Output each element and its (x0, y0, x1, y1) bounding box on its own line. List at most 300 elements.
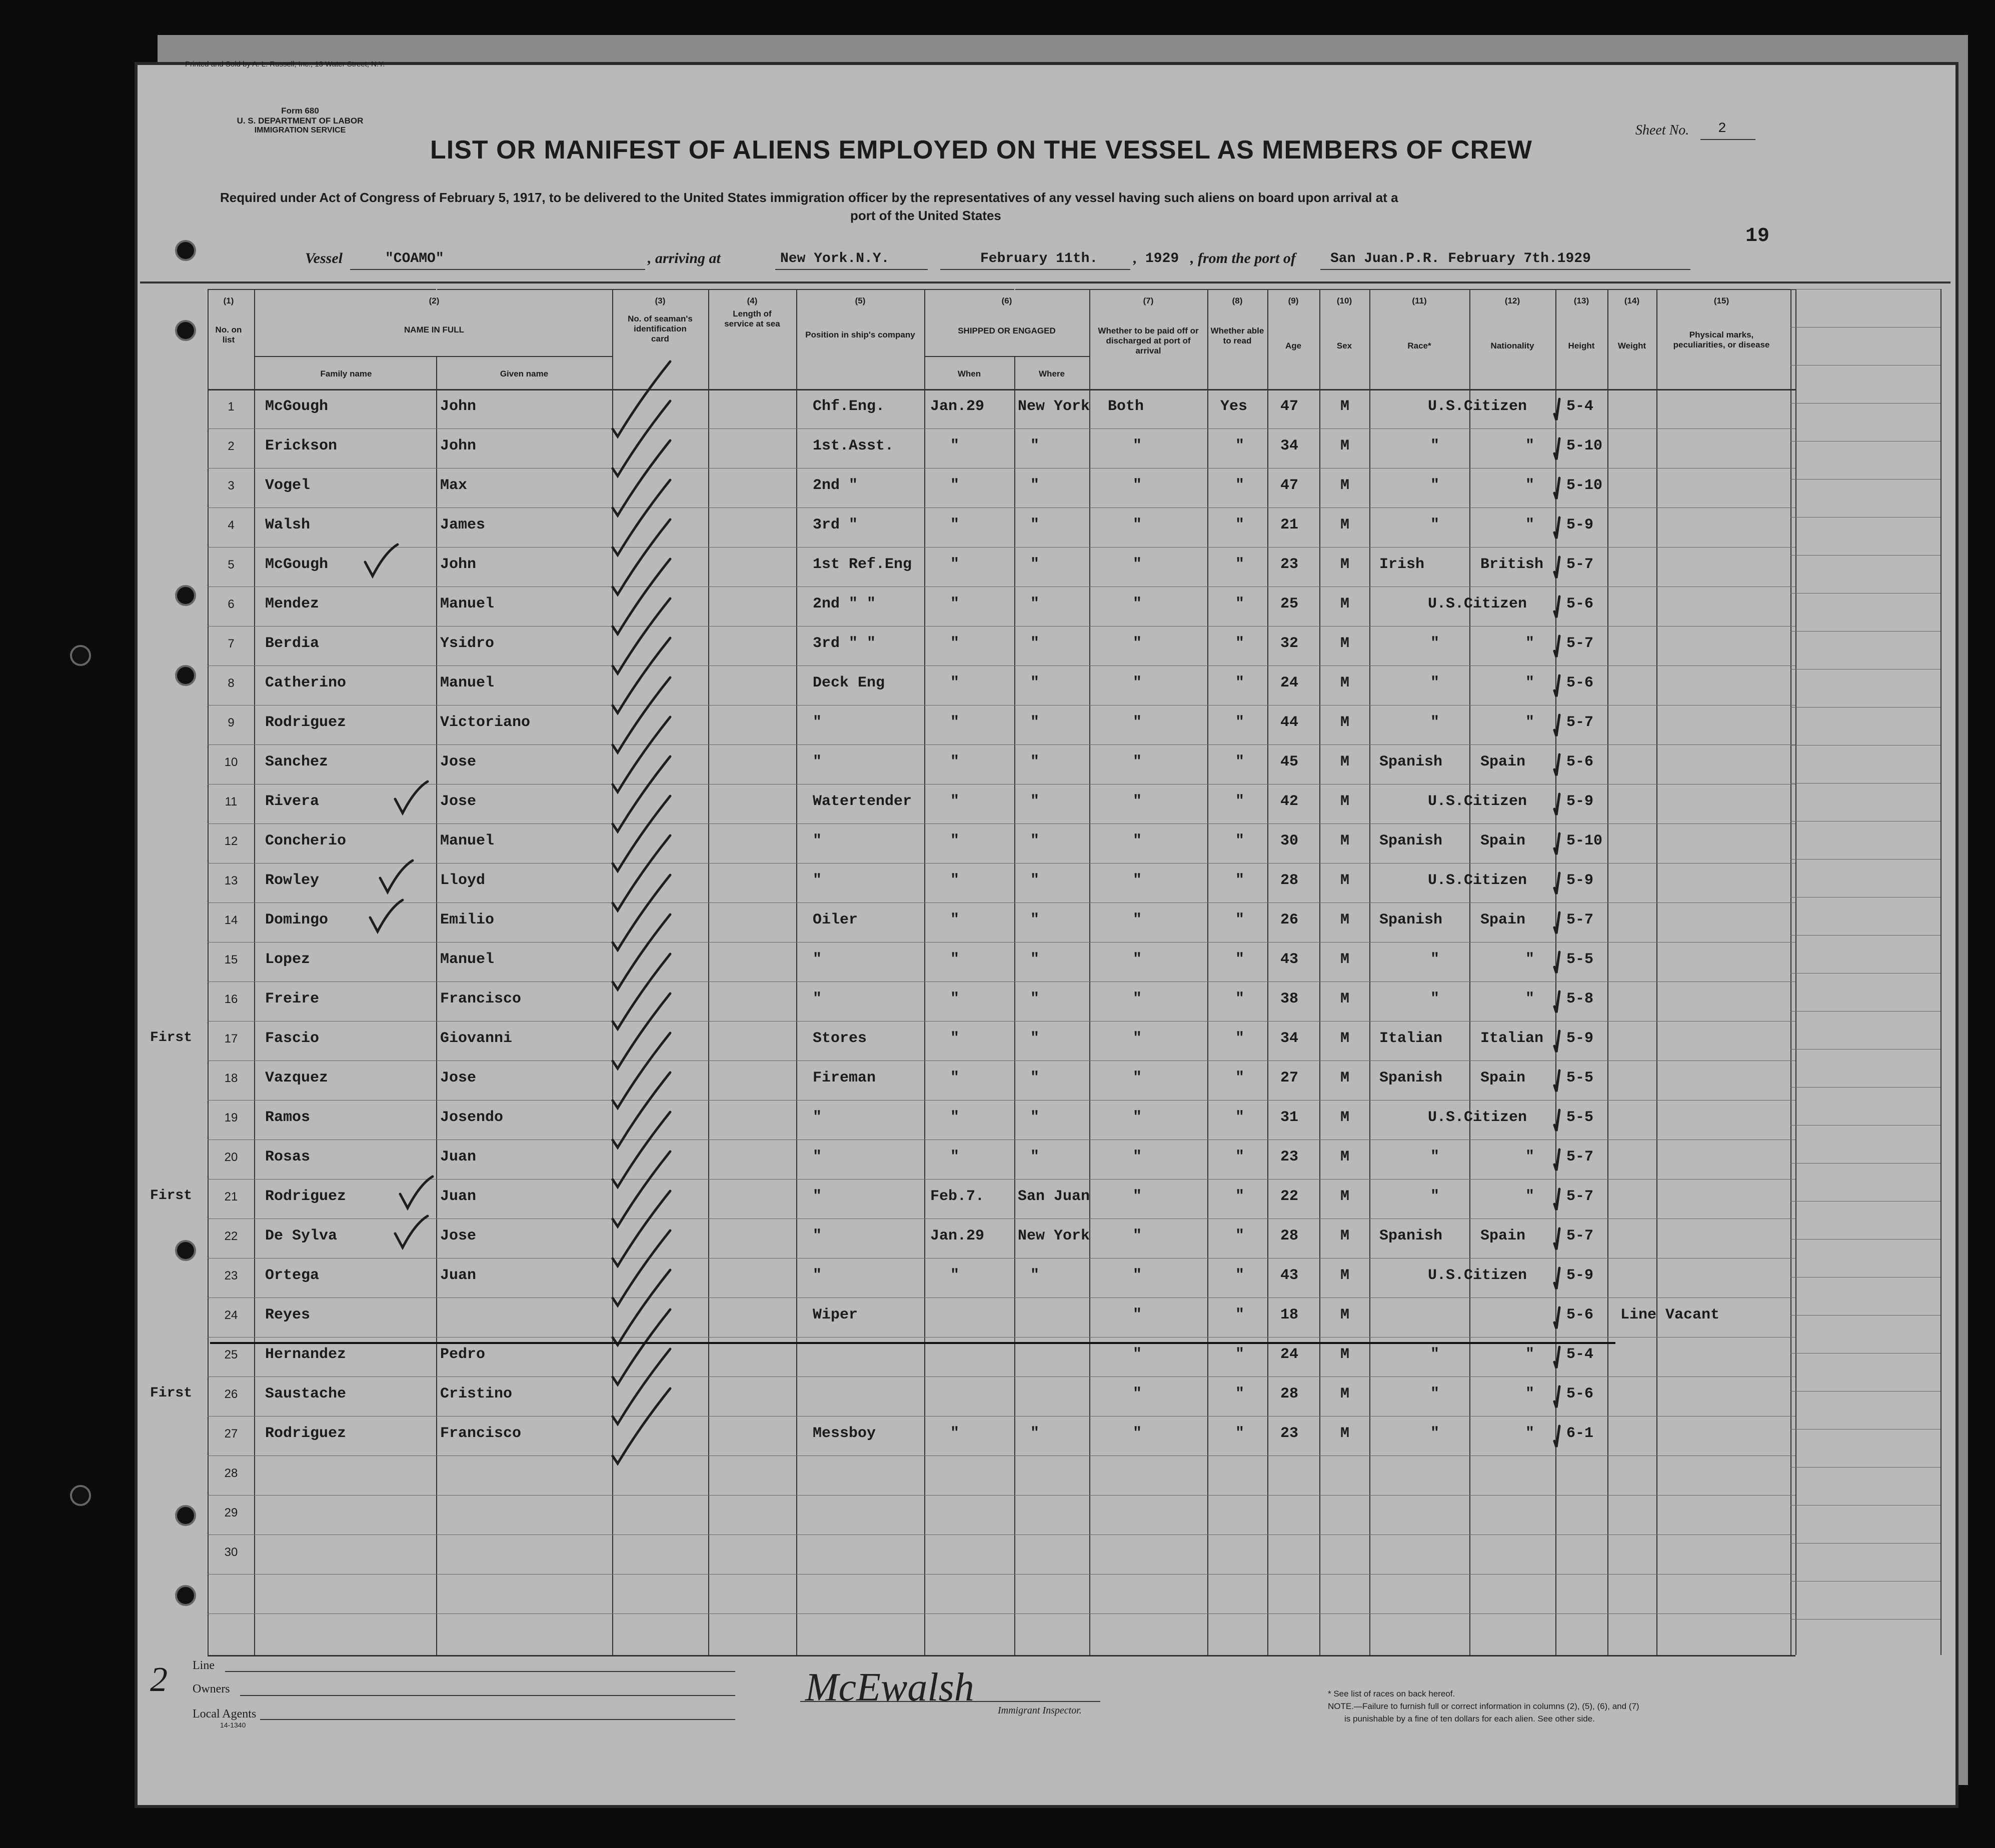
cell-family: Hernandez (265, 1346, 347, 1363)
cell-height: 5-5 (1566, 951, 1594, 968)
cell-read: " (1235, 832, 1245, 850)
cell-position: " (813, 1109, 822, 1126)
cell-family: Rodriguez (265, 1188, 347, 1205)
cell-race: " (1430, 1346, 1440, 1363)
cell-paid: " (1133, 477, 1142, 494)
comma-separator: , (1133, 250, 1137, 266)
cell-when: " (950, 438, 960, 454)
cell-read: " (1235, 438, 1245, 454)
cell-when: Jan.29 (930, 1228, 985, 1244)
col-5-number: (5) (855, 296, 866, 306)
cell-age: 43 (1280, 951, 1299, 968)
cell-paid: " (1133, 596, 1142, 612)
cell-height: 5-4 (1566, 1346, 1594, 1363)
cell-read: Yes (1220, 398, 1248, 415)
cell-nationality: " (1525, 635, 1535, 652)
cell-sex: M (1340, 793, 1350, 810)
cell-nationality: " (1525, 1148, 1535, 1166)
cell-nationality: " (1525, 1188, 1535, 1205)
cell-given: Manuel (440, 832, 495, 850)
cell-age: 24 (1280, 674, 1299, 692)
col-10-number: (10) (1336, 296, 1352, 306)
cell-nationality: U.S.Citizen (1428, 793, 1527, 810)
cell-nationality: " (1525, 438, 1535, 454)
cell-nationality: Spain (1480, 912, 1526, 928)
col-11-number: (11) (1412, 296, 1427, 306)
cell-where: " (1030, 951, 1040, 968)
cell-family: De Sylva (265, 1228, 338, 1244)
printer-credit: Printed and Sold by A. L. Russell, Inc., 13 Water Street, N.Y. (185, 60, 385, 68)
cell-race: " (1430, 1148, 1440, 1166)
cell-race: Spanish (1379, 832, 1443, 850)
cell-when: " (950, 951, 960, 968)
cell-age: 28 (1280, 872, 1299, 889)
cell-given: Cristino (440, 1386, 513, 1402)
row-number: 10 (224, 756, 238, 769)
col-12-number: (12) (1504, 296, 1520, 306)
cell-where: " (1030, 1109, 1040, 1126)
cell-age: 24 (1280, 1346, 1299, 1363)
cell-when: " (950, 477, 960, 494)
cell-position: 1st.Asst. (813, 438, 894, 454)
row-number: 12 (224, 834, 238, 848)
cell-family: Concherio (265, 832, 347, 850)
owners-field (240, 1678, 735, 1696)
cell-where: " (1030, 438, 1040, 454)
cell-height: 5-9 (1566, 793, 1594, 810)
cell-age: 26 (1280, 912, 1299, 928)
row-number: 20 (224, 1150, 238, 1164)
cell-where: " (1030, 832, 1040, 850)
cell-read: " (1235, 477, 1245, 494)
cell-nationality: Spain (1480, 1228, 1526, 1244)
subtitle-line-2: port of the United States (850, 208, 1001, 223)
row-number: 11 (225, 795, 238, 808)
cell-family: Ramos (265, 1109, 311, 1126)
cell-age: 47 (1280, 477, 1299, 494)
row-number: 27 (224, 1427, 238, 1440)
cell-height: 5-9 (1566, 1030, 1594, 1047)
cell-sex: M (1340, 477, 1350, 494)
row-number: 19 (224, 1111, 238, 1124)
cell-position: " (813, 1267, 822, 1284)
cell-sex: M (1340, 1267, 1350, 1284)
row-number: 22 (224, 1230, 238, 1243)
fine-note-line-1: NOTE.—Failure to furnish full or correct information in columns (2), (5), (6), and (7) (1328, 1702, 1639, 1711)
cell-height: 5-9 (1566, 516, 1594, 534)
cell-when: " (950, 1425, 960, 1442)
cell-nationality: " (1525, 516, 1535, 534)
cell-paid: " (1133, 1306, 1142, 1324)
cell-race: " (1430, 714, 1440, 731)
cell-family: Mendez (265, 596, 320, 612)
cell-read: " (1235, 516, 1245, 534)
row-number: 18 (224, 1072, 238, 1085)
cell-sex: M (1340, 1030, 1350, 1047)
cell-read: " (1235, 714, 1245, 731)
row-number: 9 (228, 716, 235, 730)
cell-paid: " (1133, 1425, 1142, 1442)
cell-sex: M (1340, 596, 1350, 612)
cell-read: " (1235, 990, 1245, 1008)
cell-position: " (813, 754, 822, 770)
cell-age: 38 (1280, 990, 1299, 1008)
cell-given: Juan (440, 1188, 477, 1205)
cell-read: " (1235, 1070, 1245, 1086)
inspector-label: Immigrant Inspector. (998, 1705, 1082, 1716)
cell-position: Wiper (813, 1306, 858, 1324)
cell-position: " (813, 714, 822, 731)
cell-sex: M (1340, 832, 1350, 850)
cell-height: 5-5 (1566, 1109, 1594, 1126)
cell-paid: " (1133, 1346, 1142, 1363)
cell-race: " (1430, 477, 1440, 494)
cell-paid: " (1133, 872, 1142, 889)
col-3-number: (3) (655, 296, 666, 306)
cell-nationality: " (1525, 1425, 1535, 1442)
cell-position: " (813, 951, 822, 968)
cell-height: 5-5 (1566, 1070, 1594, 1086)
cell-where: " (1030, 1148, 1040, 1166)
cell-sex: M (1340, 1148, 1350, 1166)
cell-read: " (1235, 1267, 1245, 1284)
cell-paid: " (1133, 1109, 1142, 1126)
cell-nationality: Italian (1480, 1030, 1544, 1047)
col-1-number: (1) (223, 296, 234, 306)
cell-given: Josendo (440, 1109, 504, 1126)
col-13-number: (13) (1573, 296, 1589, 306)
cell-where: New York (1018, 398, 1090, 415)
cell-when: " (950, 990, 960, 1008)
cell-nationality: " (1525, 990, 1535, 1008)
cell-when: " (950, 1148, 960, 1166)
cell-sex: M (1340, 872, 1350, 889)
local-agents-label: Local Agents (193, 1708, 257, 1720)
cell-when: " (950, 872, 960, 889)
cell-sex: M (1340, 754, 1350, 770)
cell-paid: " (1133, 832, 1142, 850)
cell-when: " (950, 556, 960, 573)
cell-family: Freire (265, 990, 320, 1008)
col-sex: Sex (1336, 341, 1352, 350)
cell-position: " (813, 1188, 822, 1205)
cell-where: " (1030, 912, 1040, 928)
cell-given: Juan (440, 1267, 477, 1284)
vessel-label: Vessel (305, 250, 343, 266)
from-port-label: , from the port of (1190, 250, 1296, 266)
vessel-name: "COAMO" (385, 251, 444, 266)
cell-paid: " (1133, 516, 1142, 534)
cell-nationality: " (1525, 1386, 1535, 1402)
races-note: * See list of races on back hereof. (1328, 1689, 1455, 1698)
col-6-number: (6) (1001, 296, 1012, 306)
row-number: 4 (228, 518, 235, 532)
cell-age: 30 (1280, 832, 1299, 850)
col-4-number: (4) (747, 296, 758, 306)
row-number: 17 (224, 1032, 238, 1046)
cell-given: Jose (440, 754, 477, 770)
row-number: 1 (228, 400, 235, 414)
cell-family: Fascio (265, 1030, 320, 1047)
cell-where: New York (1018, 1228, 1090, 1244)
col-paid-off: Whether to be paid off or discharged at port of arrival (1098, 326, 1199, 356)
cell-paid: " (1133, 1148, 1142, 1166)
cell-height: 5-7 (1566, 1188, 1594, 1205)
cell-paid: " (1133, 556, 1142, 573)
cell-margin: First (150, 1030, 193, 1046)
cell-race: Spanish (1379, 1228, 1443, 1244)
col-race: Race* (1407, 341, 1431, 350)
cell-family: McGough (265, 556, 329, 573)
cell-age: 34 (1280, 1030, 1299, 1047)
cell-nationality: U.S.Citizen (1428, 1109, 1527, 1126)
cell-race: " (1430, 1188, 1440, 1205)
cell-paid: " (1133, 674, 1142, 692)
cell-where: " (1030, 1030, 1040, 1047)
col-no-on-list: No. on list (215, 325, 242, 344)
cell-position: Fireman (813, 1070, 876, 1086)
cell-sex: M (1340, 951, 1350, 968)
page-title: LIST OR MANIFEST OF ALIENS EMPLOYED ON THE VESSEL AS MEMBERS OF CREW (430, 136, 1532, 164)
cell-paid: " (1133, 1030, 1142, 1047)
col-physical-marks: Physical marks, peculiarities, or disease (1673, 330, 1770, 350)
cell-family: Ortega (265, 1267, 320, 1284)
cell-nationality: U.S.Citizen (1428, 398, 1527, 415)
cell-sex: M (1340, 516, 1350, 534)
col-age: Age (1285, 341, 1302, 350)
cell-nationality: " (1525, 714, 1535, 731)
cell-read: " (1235, 912, 1245, 928)
cell-read: " (1235, 872, 1245, 889)
cell-where: " (1030, 516, 1040, 534)
cell-sex: M (1340, 1228, 1350, 1244)
cell-sex: M (1340, 714, 1350, 731)
col-nationality: Nationality (1490, 341, 1534, 350)
cell-where: " (1030, 872, 1040, 889)
cell-height: 5-6 (1566, 1306, 1594, 1324)
cell-race: " (1430, 674, 1440, 692)
cell-height: 5-6 (1566, 596, 1594, 612)
cell-height: 5-9 (1566, 1267, 1594, 1284)
cell-margin: First (150, 1386, 193, 1401)
cell-age: 23 (1280, 556, 1299, 573)
row-number: 13 (224, 874, 238, 888)
cell-paid: " (1133, 1267, 1142, 1284)
cell-family: Rodriguez (265, 714, 347, 731)
cell-read: " (1235, 1346, 1245, 1363)
subtitle-line-1: Required under Act of Congress of February 5, 1917, to be delivered to the United States immigration officer by the representatives of any vessel having such aliens on board upon arrival at a (220, 190, 1398, 205)
cell-nationality: Spain (1480, 754, 1526, 770)
cell-height: 5-7 (1566, 556, 1594, 573)
form-number: Form 680 (281, 106, 319, 116)
local-agents-field (260, 1702, 735, 1720)
cell-race: " (1430, 516, 1440, 534)
cell-when: " (950, 516, 960, 534)
cell-position: " (813, 1228, 822, 1244)
cell-position: Messboy (813, 1425, 876, 1442)
cell-where: San Juan (1018, 1188, 1090, 1205)
cell-where: " (1030, 1425, 1040, 1442)
cell-height: 5-6 (1566, 754, 1594, 770)
cell-height: 5-7 (1566, 714, 1594, 731)
row-number: 23 (224, 1269, 238, 1282)
cell-family: McGough (265, 398, 329, 415)
cell-race: " (1430, 1386, 1440, 1402)
cell-sex: M (1340, 674, 1350, 692)
cell-age: 23 (1280, 1425, 1299, 1442)
cell-nationality: U.S.Citizen (1428, 1267, 1527, 1284)
cell-position: " (813, 990, 822, 1008)
cell-sex: M (1340, 398, 1350, 415)
cell-position: 2nd " (813, 477, 858, 494)
cell-read: " (1235, 596, 1245, 612)
fine-note-line-2: is punishable by a fine of ten dollars for each alien. See other side. (1344, 1714, 1595, 1724)
cell-when: " (950, 596, 960, 612)
from-port: San Juan.P.R. February 7th.1929 (1330, 251, 1591, 266)
cell-sex: M (1340, 1386, 1350, 1402)
cell-given: Emilio (440, 912, 495, 928)
line-field (225, 1654, 735, 1672)
cell-paid: " (1133, 1188, 1142, 1205)
cell-height: 5-10 (1566, 832, 1603, 850)
arrival-date: February 11th. (980, 251, 1098, 266)
cell-read: " (1235, 951, 1245, 968)
cell-position: 3rd " " (813, 635, 876, 652)
col-length-of-service: Length of service at sea (724, 309, 780, 328)
signature-line (800, 1699, 1100, 1702)
cell-where: " (1030, 793, 1040, 810)
cell-paid: " (1133, 1228, 1142, 1244)
cell-nationality: U.S.Citizen (1428, 872, 1527, 889)
cell-family: Vogel (265, 477, 311, 494)
cell-race: Spanish (1379, 1070, 1443, 1086)
cell-read: " (1235, 1148, 1245, 1166)
col-family-name: Family name (320, 369, 372, 378)
cell-weight: Line Vacant (1620, 1306, 1720, 1324)
cell-height: 5-10 (1566, 477, 1603, 494)
cell-nationality: U.S.Citizen (1428, 596, 1527, 612)
col-able-to-read: Whether able to read (1210, 326, 1264, 346)
cell-where: " (1030, 635, 1040, 652)
cell-read: " (1235, 1306, 1245, 1324)
cell-read: " (1235, 1188, 1245, 1205)
cell-position: Chf.Eng. (813, 398, 885, 415)
cell-nationality: " (1525, 951, 1535, 968)
cell-when: " (950, 912, 960, 928)
cell-when: " (950, 635, 960, 652)
cell-given: Pedro (440, 1346, 486, 1363)
cell-paid: " (1133, 714, 1142, 731)
arrival-year: 1929 (1145, 251, 1179, 266)
cell-age: 44 (1280, 714, 1299, 731)
cell-read: " (1235, 1386, 1245, 1402)
cell-sex: M (1340, 1425, 1350, 1442)
cell-height: 5-7 (1566, 1228, 1594, 1244)
cell-age: 47 (1280, 398, 1299, 415)
cell-read: " (1235, 754, 1245, 770)
cell-age: 27 (1280, 1070, 1299, 1086)
col-15-number: (15) (1713, 296, 1729, 306)
service: IMMIGRATION SERVICE (254, 126, 346, 134)
cell-sex: M (1340, 438, 1350, 454)
col-14-number: (14) (1624, 296, 1640, 306)
inspector-signature: McEwalsh (805, 1666, 974, 1710)
cell-given: Francisco (440, 990, 522, 1008)
cell-race: Irish (1379, 556, 1425, 573)
cell-when: " (950, 754, 960, 770)
cell-family: Rivera (265, 793, 320, 810)
row-number: 2 (228, 440, 235, 453)
cell-sex: M (1340, 1188, 1350, 1205)
cell-family: Reyes (265, 1306, 311, 1324)
cell-given: John (440, 438, 477, 454)
cell-height: 5-8 (1566, 990, 1594, 1008)
cell-given: Victoriano (440, 714, 531, 731)
col-given-name: Given name (500, 369, 549, 378)
col-name-in-full: NAME IN FULL (404, 325, 464, 334)
cell-read: " (1235, 674, 1245, 692)
cell-given: Jose (440, 1070, 477, 1086)
cell-age: 32 (1280, 635, 1299, 652)
row-number: 30 (224, 1546, 238, 1559)
row-number: 3 (228, 479, 235, 492)
cell-given: Manuel (440, 596, 495, 612)
cell-age: 43 (1280, 1267, 1299, 1284)
cell-nationality: British (1480, 556, 1544, 573)
cell-read: " (1235, 1109, 1245, 1126)
cell-race: Italian (1379, 1030, 1443, 1047)
arriving-label: , arriving at (648, 250, 721, 266)
cell-when: " (950, 832, 960, 850)
cell-family: Rodriguez (265, 1425, 347, 1442)
cell-height: 5-9 (1566, 872, 1594, 889)
cell-given: Jose (440, 1228, 477, 1244)
cell-height: 5-7 (1566, 635, 1594, 652)
cell-race: " (1430, 438, 1440, 454)
cell-family: Rosas (265, 1148, 311, 1166)
col-height: Height (1568, 341, 1595, 350)
cell-race: " (1430, 990, 1440, 1008)
cell-where: " (1030, 990, 1040, 1008)
cell-height: 5-4 (1566, 398, 1594, 415)
cell-nationality: Spain (1480, 1070, 1526, 1086)
cell-given: Lloyd (440, 872, 486, 889)
cell-when: " (950, 1030, 960, 1047)
row-number: 21 (224, 1190, 238, 1204)
cell-paid: Both (1108, 398, 1144, 415)
cell-family: Vazquez (265, 1070, 329, 1086)
col-2-number: (2) (429, 296, 440, 306)
cell-where: " (1030, 674, 1040, 692)
col-7-number: (7) (1143, 296, 1154, 306)
cell-height: 5-6 (1566, 674, 1594, 692)
cell-margin: First (150, 1188, 193, 1204)
cell-age: 45 (1280, 754, 1299, 770)
cell-when: " (950, 793, 960, 810)
cell-position: Oiler (813, 912, 858, 928)
cell-where: " (1030, 477, 1040, 494)
cell-where: " (1030, 1267, 1040, 1284)
cell-position: " (813, 872, 822, 889)
cell-age: 42 (1280, 793, 1299, 810)
row-number: 26 (224, 1388, 238, 1401)
cell-when: " (950, 1070, 960, 1086)
cell-given: John (440, 398, 477, 415)
cell-given: Francisco (440, 1425, 522, 1442)
cell-age: 34 (1280, 438, 1299, 454)
cell-family: Walsh (265, 516, 311, 534)
cell-paid: " (1133, 793, 1142, 810)
